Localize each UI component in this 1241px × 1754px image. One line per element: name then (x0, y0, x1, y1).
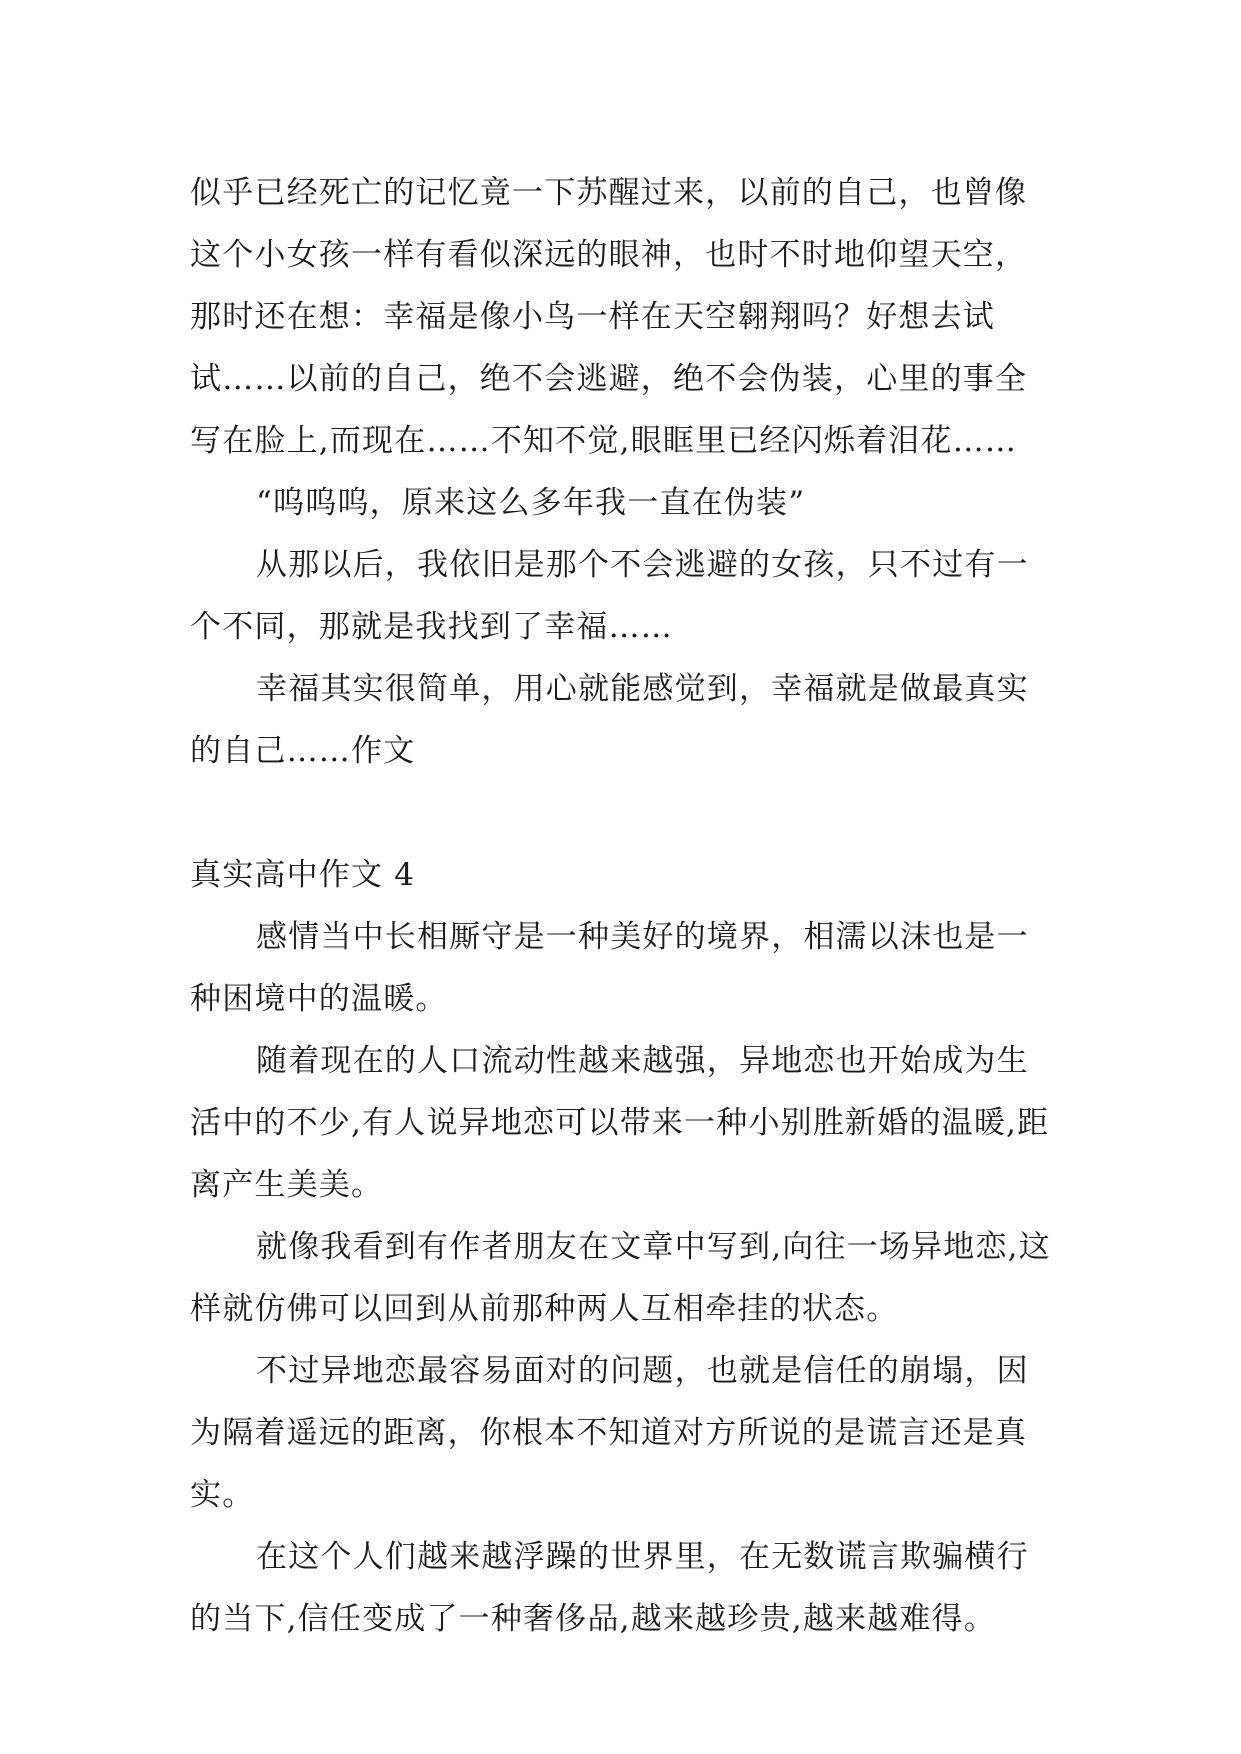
paragraph-trust-problem: 不过异地恋最容易面对的问题，也就是信任的崩塌，因为隔着遥远的距离，你根本不知道对方所说的是谎言还是真实。 (190, 1353, 1029, 1513)
section-heading: 真实高中作文 4 (190, 857, 416, 893)
section-spacer (190, 782, 1052, 844)
paragraph-quote: “呜呜呜，原来这么多年我一直在伪装” (256, 485, 806, 521)
paragraph-since-then: 从那以后，我依旧是那个不会逃避的女孩，只不过有一个不同，那就是我找到了幸福…… (190, 547, 1029, 645)
paragraph-affection: 感情当中长相厮守是一种美好的境界，相濡以沫也是一种困境中的温暖。 (190, 919, 1029, 1017)
paragraph-happiness: 幸福其实很简单，用心就能感觉到，幸福就是做最真实的自己……作文 (190, 671, 1029, 769)
paragraph-mobility: 随着现在的人口流动性越来越强，异地恋也开始成为生活中的不少,有人说异地恋可以带来一种小别胜新婚的温暖,距离产生美美。 (190, 1043, 1050, 1203)
paragraph-memory: 似乎已经死亡的记忆竟一下苏醒过来，以前的自己，也曾像这个小女孩一样有看似深远的眼神，也时不时地仰望天空，那时还在想：幸福是像小鸟一样在天空翱翔吗？好想去试试……以前的自己，绝不会逃避，绝不会伪装，心里的事全写在脸上,而现在……不知不觉,眼眶里已经闪烁着泪花…… (190, 175, 1028, 459)
paragraph-author-friend: 就像我看到有作者朋友在文章中写到,向往一场异地恋,这样就仿佛可以回到从前那种两人互相牵挂的状态。 (190, 1229, 1051, 1327)
paragraph-trust-luxury: 在这个人们越来越浮躁的世界里，在无数谎言欺骗横行的当下,信任变成了一种奢侈品,越来越珍贵,越来越难得。 (190, 1539, 1029, 1637)
document-body (190, 162, 1052, 1650)
